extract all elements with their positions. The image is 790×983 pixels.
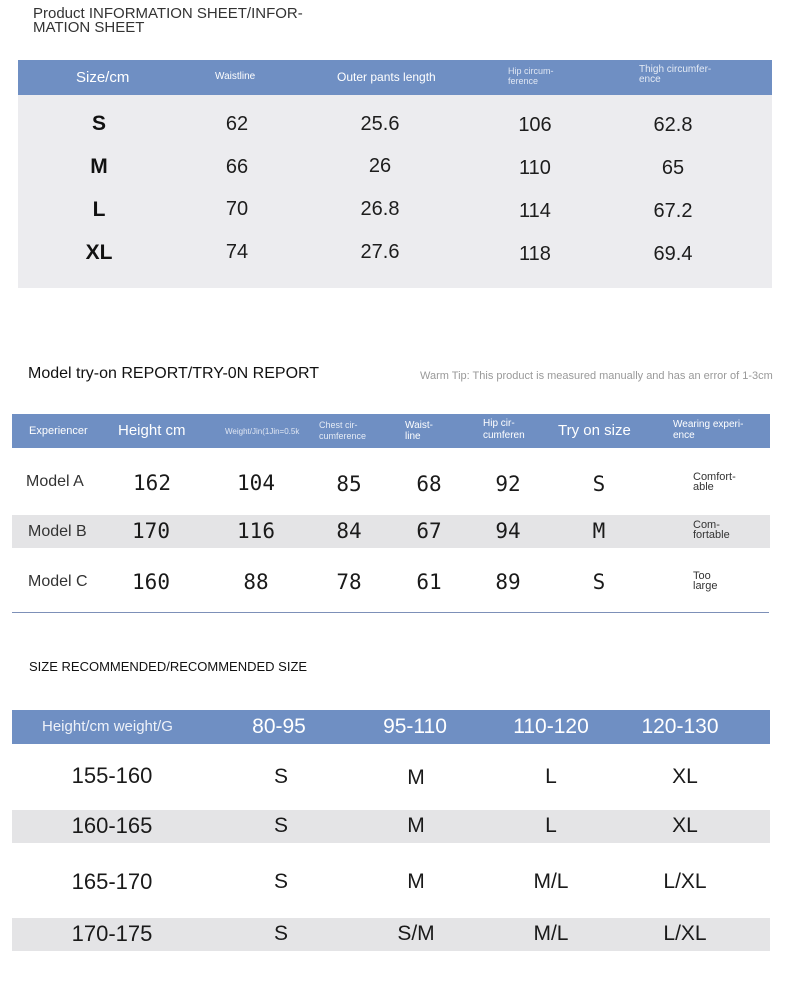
warm-tip: Warm Tip: This product is measured manually and has an error of 1-3cm <box>420 370 773 382</box>
header-weight-80-95: 80-95 <box>252 715 306 738</box>
outer-length-cell: 27.6 <box>360 241 400 263</box>
table-bottom-divider <box>12 612 769 613</box>
chest-cell: 85 <box>336 472 362 496</box>
size-cell: M <box>407 870 425 893</box>
model-report-title: Model try-on REPORT/TRY-0N REPORT <box>28 365 320 382</box>
outer-length-cell: 25.6 <box>360 113 400 135</box>
size-cell: S <box>273 765 288 788</box>
try-on-size-cell: S <box>592 472 606 496</box>
model-name: Model C <box>28 573 88 590</box>
size-cell: XL <box>672 814 698 837</box>
size-cell: S <box>273 870 288 893</box>
model-report-header <box>12 414 770 448</box>
experience-cell: Too large <box>693 570 718 592</box>
hip-cell: 114 <box>519 200 551 222</box>
try-on-size-cell: M <box>592 519 606 543</box>
header-experiencer: Experiencer <box>29 425 88 437</box>
thigh-cell: 67.2 <box>653 200 693 222</box>
size-cell: S <box>273 922 288 945</box>
hip-cell: 110 <box>519 157 551 179</box>
waistline-cell: 66 <box>225 156 249 178</box>
product-info-title-line2: MATION SHEET <box>33 19 145 36</box>
size-cell: S <box>273 814 288 837</box>
size-cell: M <box>90 155 108 178</box>
size-recommended-title: SIZE RECOMMENDED/RECOMMENDED SIZE <box>29 659 308 674</box>
size-cell: M/L <box>533 870 569 893</box>
size-cell: L <box>545 765 557 788</box>
table-row <box>12 866 770 899</box>
height-range-cell: 160-165 <box>71 813 153 838</box>
product-info-title-line1: Product INFORMATION SHEET/INFOR- <box>33 5 303 22</box>
product-info-header <box>18 60 772 95</box>
header-height-weight: Height/cm weight/G <box>42 718 173 735</box>
size-cell: M <box>407 814 425 837</box>
header-chest: Chest cir- cumference <box>319 420 367 441</box>
table-row <box>12 466 770 499</box>
model-name: Model A <box>26 473 84 490</box>
hip-cell: 92 <box>495 472 521 496</box>
waist-cell: 61 <box>416 570 442 594</box>
table-row <box>12 515 770 548</box>
thigh-cell: 69.4 <box>653 243 693 265</box>
header-hip: Hip cir- cumferen <box>483 418 525 441</box>
header-weight: Weight/Jin(1Jin=0.5k <box>225 427 300 436</box>
height-cell: 162 <box>133 471 171 495</box>
size-cell: S/M <box>397 922 435 945</box>
table-row <box>12 918 770 951</box>
header-hip-circumference: Hip circum- ference <box>508 66 554 86</box>
header-wearing-experience: Wearing experi- ence <box>673 419 744 441</box>
weight-cell: 88 <box>243 570 269 594</box>
model-name: Model B <box>28 523 87 540</box>
outer-length-cell: 26 <box>368 155 392 177</box>
thigh-cell: 62.8 <box>653 114 693 136</box>
chest-cell: 84 <box>336 519 362 543</box>
size-cell: S <box>91 112 106 135</box>
size-cell: L/XL <box>663 870 707 893</box>
waistline-cell: 70 <box>225 198 249 220</box>
height-cell: 160 <box>132 570 170 594</box>
size-cell: M <box>407 766 425 789</box>
hip-cell: 118 <box>519 243 551 265</box>
try-on-size-cell: S <box>592 570 606 594</box>
table-row <box>12 565 770 598</box>
size-cell: L/XL <box>663 922 707 945</box>
height-range-cell: 165-170 <box>71 869 153 894</box>
waist-cell: 68 <box>416 472 442 496</box>
header-waistline: Waistline <box>215 71 256 82</box>
hip-cell: 106 <box>518 114 552 136</box>
waistline-cell: 62 <box>225 113 249 135</box>
size-cell: XL <box>85 241 113 264</box>
table-row <box>12 760 770 793</box>
experience-cell: Comfort- able <box>693 471 736 493</box>
table-row <box>12 810 770 843</box>
product-info-table-body <box>18 95 772 288</box>
weight-cell: 104 <box>237 471 275 495</box>
hip-cell: 89 <box>495 570 521 594</box>
size-cell: M/L <box>533 922 569 945</box>
size-cell: L <box>545 814 557 837</box>
header-thigh-circumference: Thigh circumfer- ence <box>639 64 712 85</box>
height-range-cell: 155-160 <box>71 763 153 788</box>
experience-cell: Com- fortable <box>693 519 730 541</box>
size-cell: L <box>92 198 106 221</box>
header-outer-pants-length: Outer pants length <box>337 70 436 84</box>
header-try-on-size: Try on size <box>558 422 631 439</box>
outer-length-cell: 26.8 <box>360 198 400 220</box>
header-weight-120-130: 120-130 <box>641 715 719 738</box>
thigh-cell: 65 <box>661 157 685 179</box>
chest-cell: 78 <box>336 570 362 594</box>
header-weight-110-120: 110-120 <box>513 715 589 738</box>
waist-cell: 67 <box>416 519 442 543</box>
header-height: Height cm <box>118 422 186 439</box>
weight-cell: 116 <box>237 519 275 543</box>
hip-cell: 94 <box>495 519 521 543</box>
height-cell: 170 <box>132 519 170 543</box>
height-range-cell: 170-175 <box>71 921 153 946</box>
size-cell: XL <box>672 765 698 788</box>
header-weight-95-110: 95-110 <box>383 715 447 738</box>
waistline-cell: 74 <box>225 241 249 263</box>
header-waistline: Waist- line <box>405 420 433 442</box>
product-info-title <box>33 7 373 35</box>
header-size: Size/cm <box>76 69 130 86</box>
size-recommended-header <box>12 710 770 744</box>
